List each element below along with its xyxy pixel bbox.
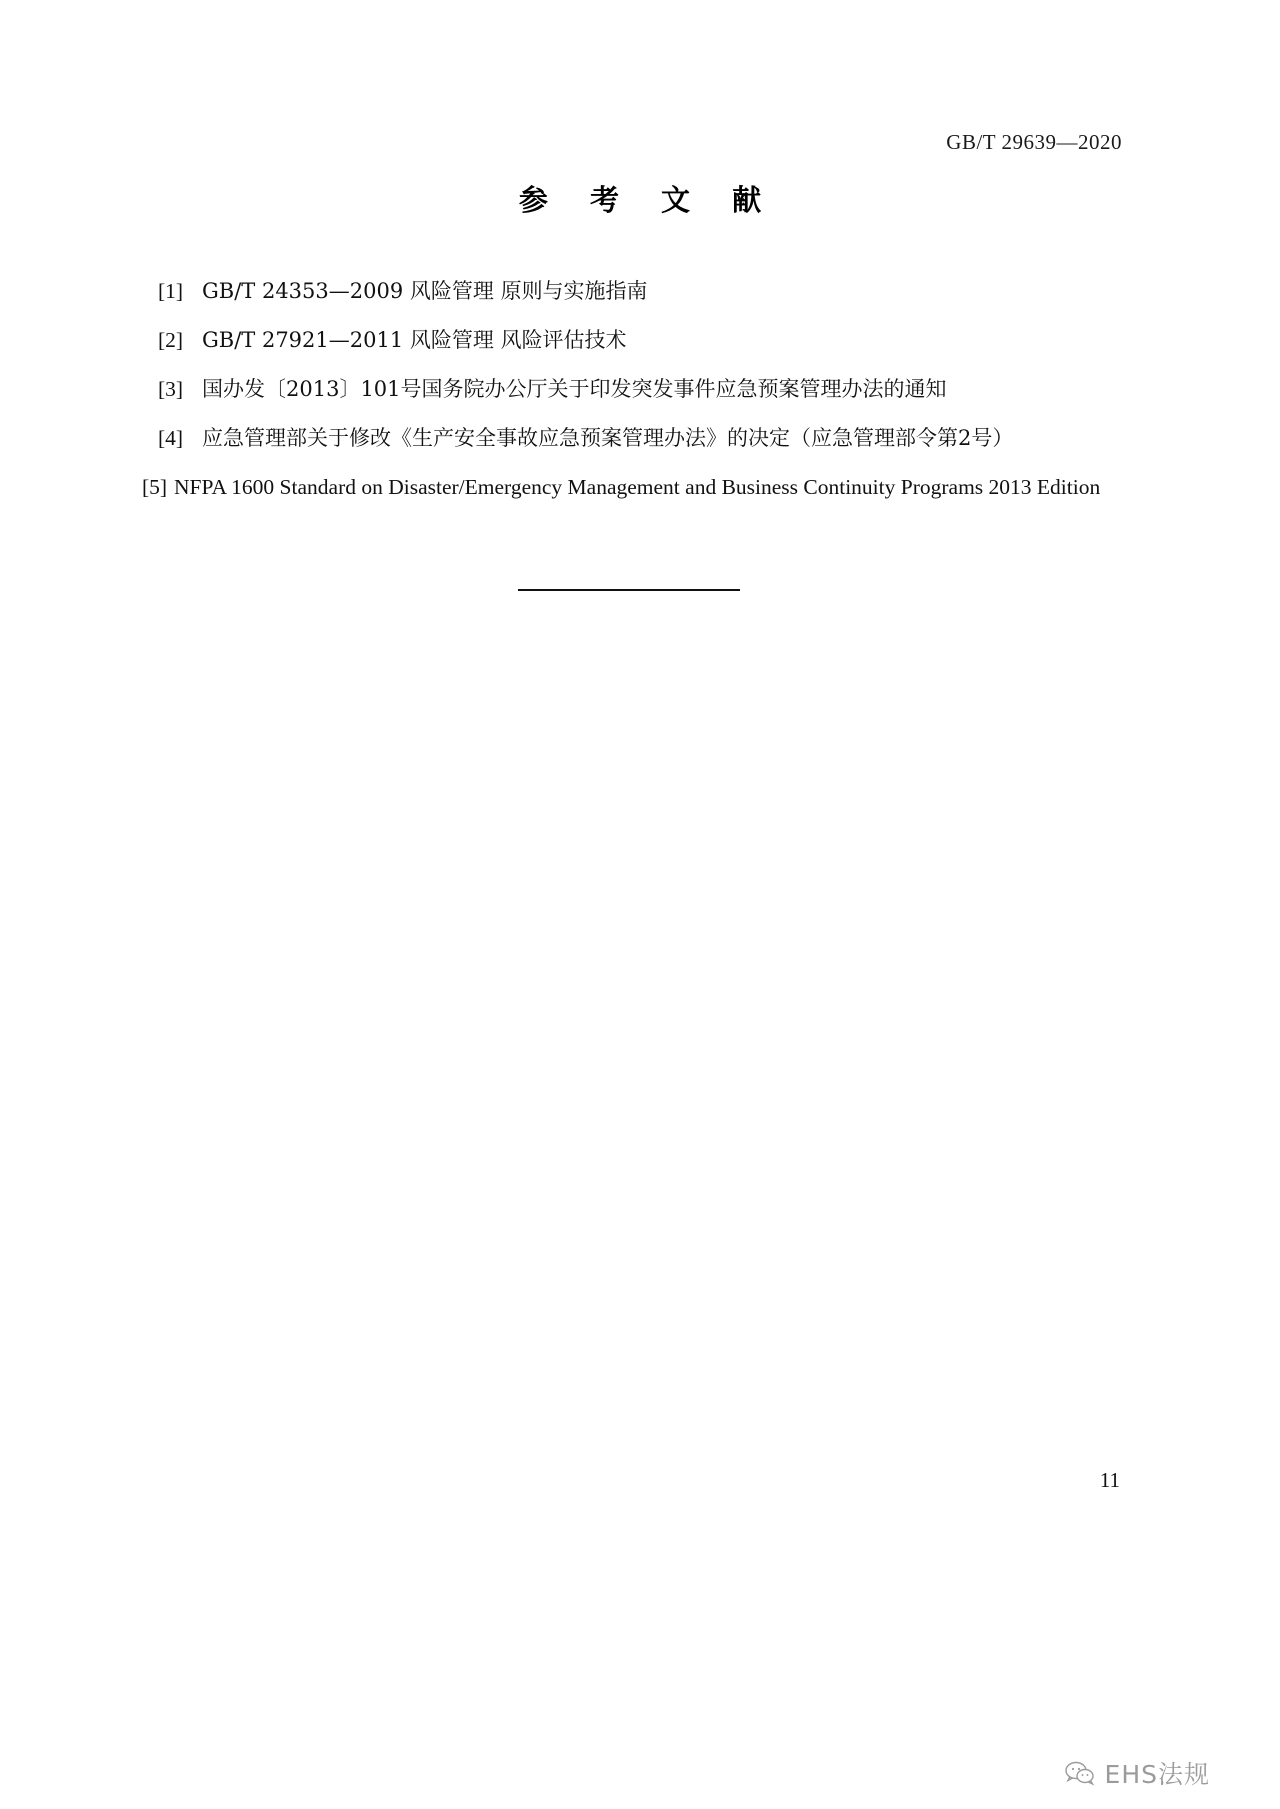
list-item — [130, 468, 1130, 507]
list-item — [158, 272, 1128, 311]
reference-marker: [4] — [158, 426, 184, 450]
reference-marker: [3] — [158, 377, 184, 401]
watermark-label: EHS法规 — [1104, 1760, 1210, 1789]
reference-list — [142, 272, 1128, 517]
page-number: 11 — [1099, 1468, 1120, 1492]
reference-marker: [1] — [158, 279, 184, 303]
section-end-rule — [518, 589, 740, 591]
list-item — [158, 321, 1128, 360]
reference-text: NFPA 1600 Standard on Disaster/Emergency Management and Business Continuity Programs 2013 Edition — [174, 475, 1101, 499]
reference-text: GB/T 27921—2011 风险管理 风险评估技术 — [202, 328, 627, 352]
reference-text: 国办发〔2013〕101号国务院办公厅关于印发突发事件应急预案管理办法的通知 — [202, 377, 947, 401]
watermark — [1065, 1755, 1210, 1791]
standard-code-header: GB/T 29639—2020 — [946, 130, 1122, 154]
reference-marker: [5] — [142, 475, 168, 499]
wechat-icon — [1065, 1761, 1095, 1786]
page-title: 参 考 文 献 — [518, 183, 778, 217]
list-item — [158, 370, 1128, 409]
reference-text: 应急管理部关于修改《生产安全事故应急预案管理办法》的决定（应急管理部令第2号） — [202, 426, 1014, 450]
list-item — [158, 419, 1128, 458]
reference-text: GB/T 24353—2009 风险管理 原则与实施指南 — [202, 279, 648, 303]
reference-marker: [2] — [158, 328, 184, 352]
